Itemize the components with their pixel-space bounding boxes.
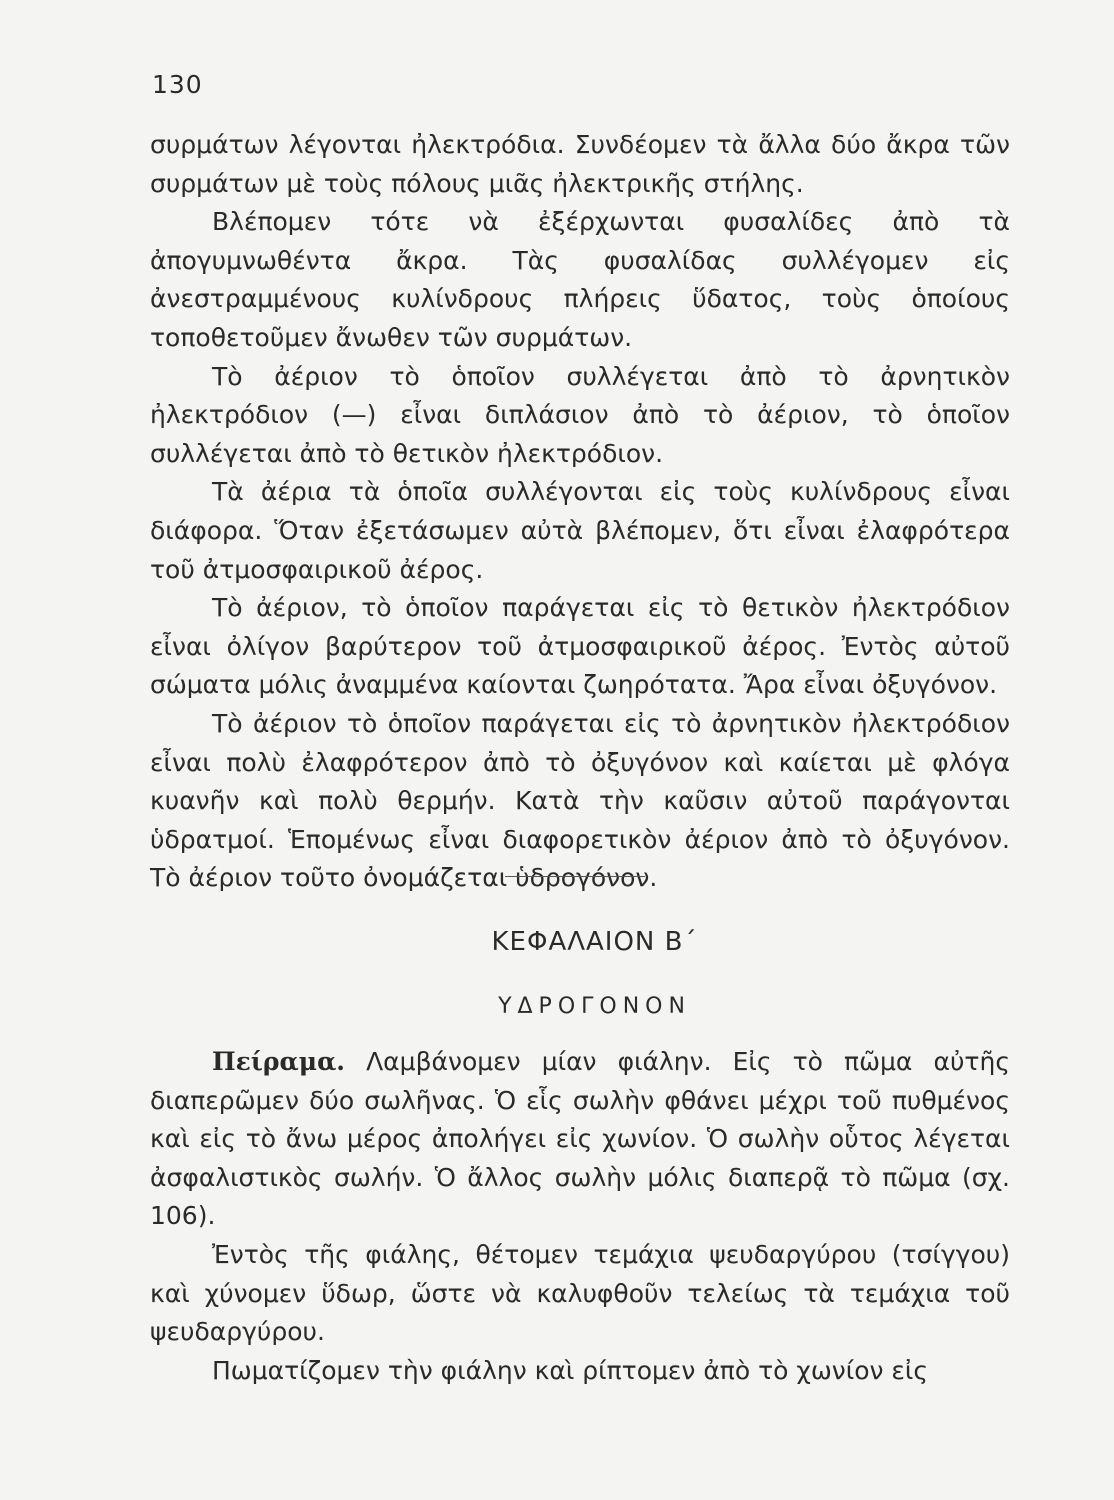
paragraph: Πωματίζομεν τὴν φιάλην καὶ ρίπτομεν ἀπὸ τὸ χωνίον εἰς — [212, 1355, 929, 1385]
paragraph: Τὸ ἀέριον, τὸ ὁποῖον παράγεται εἰς τὸ θετικὸν ἠλεκτρόδιον εἶναι ὀλίγον βαρύτερον τοῦ ἀτμοσφαιρικοῦ ἀέρος. Ἐντὸς αὐτοῦ σώματα μόλις ἀναμμένα καίονται ζωηρότατα. Ἄρα εἶναι ὀξυγόνον. — [150, 593, 1010, 700]
chapter-heading-text: ΚΕΦΑΛΑΙΟΝ Β΄ — [491, 927, 698, 957]
body-text-upper — [150, 126, 1010, 898]
paragraph: συρμάτων λέγονται ἠλεκτρόδια. Συνδέομεν τὰ ἄλλα δύο ἄκρα τῶν συρμάτων μὲ τοὺς πόλους μιᾶς ἠλεκτρικῆς στήλης. — [150, 130, 1010, 198]
chapter-heading — [0, 927, 1114, 957]
experiment-paragraph — [150, 1043, 1010, 1236]
paragraph: Τὸ ἀέριον τὸ ὁποῖον συλλέγεται ἀπὸ τὸ ἀρνητικὸν ἠλεκτρόδιον (—) εἶναι διπλάσιον ἀπὸ τὸ ἀέριον, τὸ ὁποῖον συλλέγεται ἀπὸ τὸ θετικὸν ἠλεκτρόδιον. — [150, 361, 1010, 468]
paragraph: Βλέπομεν τότε νὰ ἐξέρχωνται φυσαλίδες ἀπὸ τὰ ἀπογυμνωθέντα ἄκρα. Τὰς φυσαλίδας συλλέγομεν εἰς ἀνεστραμμένους κυλίνδρους πλήρεις ὕδατος, τοὺς ὁποίους τοποθετοῦμεν ἄνωθεν τῶν συρμάτων. — [150, 207, 1010, 352]
paragraph: Τὰ ἀέρια τὰ ὁποῖα συλλέγονται εἰς τοὺς κυλίνδρους εἶναι διάφορα. Ὅταν ἐξετάσωμεν αὐτὰ βλέπομεν, ὅτι εἶναι ἐλαφρότερα τοῦ ἀτμοσφαιρικοῦ ἀέρος. — [150, 477, 1010, 584]
body-text-lower — [150, 1043, 1010, 1390]
section-divider — [505, 876, 645, 877]
page-number: 130 — [152, 70, 203, 99]
section-heading-text: ΥΔΡΟΓΟΝΟΝ — [498, 994, 691, 1019]
section-heading — [0, 994, 1114, 1019]
experiment-lead: Πείραμα. — [212, 1047, 346, 1076]
paragraph: Ἐντὸς τῆς φιάλης, θέτομεν τεμάχια ψευδαργύρου (τσίγγου) καὶ χύνομεν ὕδωρ, ὥστε νὰ καλυφθοῦν τελείως τὰ τεμάχια τοῦ ψευδαργύρου. — [150, 1239, 1010, 1347]
experiment-text: Λαμβάνομεν μίαν φιάλην. Εἰς τὸ πῶμα αὐτῆς διαπερῶμεν δύο σωλῆνας. Ὁ εἷς σωλὴν φθάνει μέχρι τοῦ πυθμένος καὶ εἰς τὸ ἄνω μέρος ἀπολήγει εἰς χωνίον. Ὁ σωλὴν οὗτος λέγεται ἀσφαλιστικὸς σωλήν. Ὁ ἄλλος σωλὴν μόλις διαπερᾷ τὸ πῶμα (σχ. 106). — [150, 1047, 1010, 1231]
paragraph: Τὸ ἀέριον τὸ ὁποῖον παράγεται εἰς τὸ ἀρνητικὸν ἠλεκτρόδιον εἶναι πολὺ ἐλαφρότερον ἀπὸ τὸ ὀξυγόνον καὶ καίεται μὲ φλόγα κυανῆν καὶ πολὺ θερμήν. Κατὰ τὴν καῦσιν αὐτοῦ παράγονται ὑδρατμοί. Ἑπομένως εἶναι διαφορετικὸν ἀέριον ἀπὸ τὸ ὀξυγόνον. Τὸ ἀέριον τοῦτο ὀνομάζεται ὑδρογόνον. — [150, 708, 1010, 893]
